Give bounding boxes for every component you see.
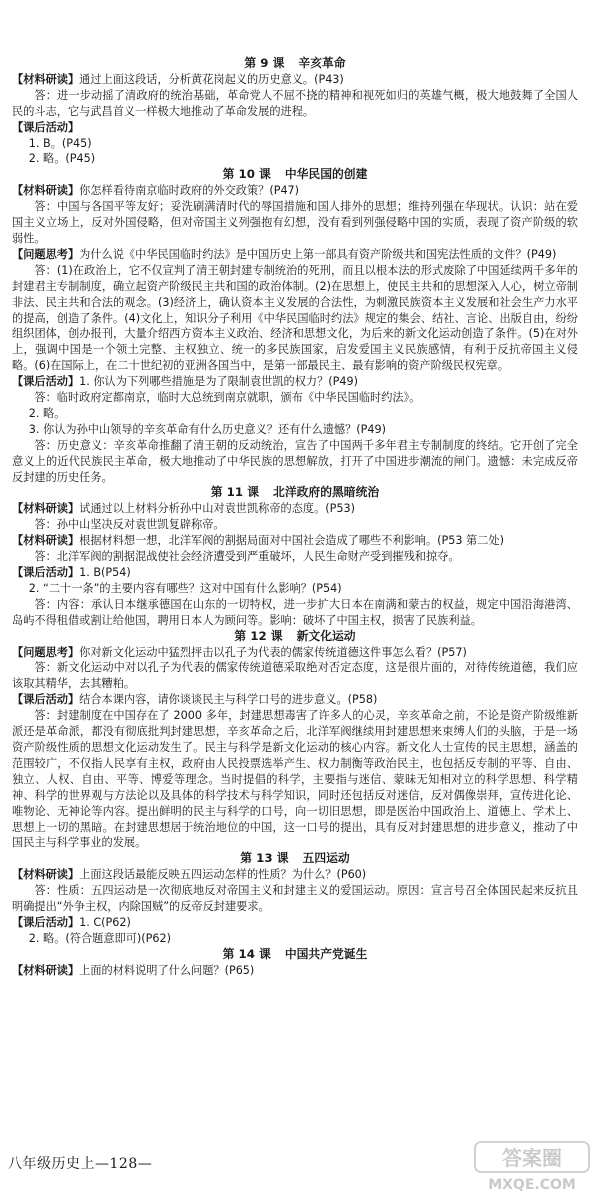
answer-text: 答：封建制度在中国存在了 2000 多年，封建思想毒害了许多人的心灵，辛亥革命之前，不论是资产阶级维新派还是革命派，都没有彻底批判封建思想，辛亥革命之后，北洋军阀继续用封建思想来束缚人们的头脑，于是一场资产阶级性质的思想文化运动发生了。民主与科学是新文化运动的核心内容。新文化人士宣传的民主思想，涵盖的范围较广，不仅指人民享有主权，政府由人民投票选举产生、权力制衡等政治民主，也包括反专制的平等、自由、独立、人权、自由、平等、博爱等理念。当时提倡的科学，主要指与迷信、蒙昧无知相对立的科学思想、科学精神、科学的世界观与方法论以及具体的科学技术与科学知识，同时还包括反对迷信，反对偶像崇拜，宣传进化论、唯物论、无神论等内容。提出鲜明的民主与科学的口号，向一切旧思想，即是医治中国政治上、道德上、学术上、思想上一切的黑暗。在封建思想居于统治地位的中国，这一口号的提出，具有反对封建思想的进步意义，推动了中国民主与科学事业的发展。: [12, 709, 578, 850]
question-text: 通过上面这段话，分析黄花岗起义的历史意义。(P43): [79, 72, 344, 86]
answer-text: 答：内容：承认日本继承德国在山东的一切特权，进一步扩大日本在南满和蒙古的权益，规定中国沿海港湾、岛屿不得租借或割让给他国，聘用日本人为顾问等。影响：破坏了中国主权，损害了民族利益。: [12, 597, 578, 627]
paragraph: [12, 645, 578, 661]
label-activity: 【课后活动】: [12, 566, 80, 579]
question-text: 你对新文化运动中猛烈抨击以孔子为代表的儒家传统道德这件事怎么看？(P57): [79, 645, 467, 659]
paragraph: [12, 565, 578, 581]
answer-text: 2. 略。(P45): [28, 152, 96, 166]
watermark-url: MXQE.COM: [488, 1177, 576, 1193]
lesson-title: 中华民国的创建: [284, 167, 368, 182]
question-text: 你怎样看待南京临时政府的外交政策？(P47): [79, 184, 300, 198]
paragraph: [12, 533, 578, 549]
lesson-title: 新文化运动: [296, 628, 356, 643]
question-text: 结合本课内容，请你谈谈民主与科学口号的进步意义。(P58): [79, 693, 378, 707]
lesson-title: 中国共产党诞生: [284, 946, 368, 961]
lesson-heading-10: [12, 167, 578, 183]
question-text: 根据材料想一想，北洋军阀的割据局面对中国社会造成了哪些不利影响。(P53 第二处): [79, 534, 504, 548]
answer-text: 答：性质：五四运动是一次彻底地反对帝国主义和封建主义的爱国运动。原因：宣言号召全体国民起来反抗且明确提出“外争主权，内除国贼”的反帝反封建要求。: [12, 884, 578, 914]
label-material: 【材料研读】: [12, 963, 80, 977]
label-activity: 【课后活动】: [12, 693, 80, 707]
label-activity: 【课后活动】: [12, 915, 80, 929]
answer-text: 答：新文化运动中对以孔子为代表的儒家传统道德采取绝对否定态度，这是很片面的，对待传统道德，我们应该取其精华，去其糟粕。: [12, 661, 578, 691]
paragraph: [12, 247, 578, 263]
label-material: 【材料研读】: [12, 534, 80, 548]
label-activity: 【课后活动】: [12, 120, 80, 134]
lesson-heading-14: [12, 947, 578, 963]
paragraph: [12, 867, 578, 883]
lesson-number: 第 10 课: [222, 167, 271, 182]
answer-text: 答：中国与各国平等友好；妥洗刷满清时代的辱国措施和国人排外的思想；维持列强在华现状。认识：站在爱国主义立场上，反对外国侵略，但对帝国主义列强抱有幻想，没有看到列强侵略中国的实质，表现了资产阶级的软弱性。: [12, 200, 578, 245]
label-material: 【材料研读】: [12, 868, 80, 882]
answer-text: 1. B。(P45): [28, 136, 92, 150]
lesson-number: 第 11 课: [210, 485, 260, 500]
answer-text: 答：(1)在政治上，它不仅宣判了清王朝封建专制统治的死刑，而且以根本法的形式废除了中国延续两千多年的封建君主专制制度，确立起资产阶级民主共和国的政治体制。(2)在思想上，使民主共和的思想深入人心，树立帝制非法、民主共和合法的观念。(3)经济上，确认资本主义发展的合法性，为刺激民族资本主义发展和社会生产力水平的提高，创造了条件。(4)文化上，知识分子利用《中华民国临时约法》规定的集会、结社、言论、出版自由，纷纷组织团体，创办报刊，大量介绍西方资本主义政治、经济和思想文化，为后来的新文化运动创造了条件。(5)在对外上，强调中国是一个领土完整、主权独立、统一的多民族国家，启发爱国主义民族感情，有利于反抗帝国主义侵略。(6)在国际上，在二十世纪初的亚洲各国当中，是第一部最民主、最有影响的资产阶级民权宪章。: [12, 263, 578, 373]
label-activity: 【课后活动】: [12, 375, 80, 389]
lesson-heading-13: [12, 851, 578, 867]
answer-text: 答：北洋军阀的割据混战使社会经济遭受到严重破坏，人民生命财产受到摧残和掠夺。: [34, 550, 460, 564]
paragraph: [12, 501, 578, 517]
question-text: 上面这段话最能反映五四运动怎样的性质？为什么？(P60): [79, 868, 367, 882]
question-text: 试通过以上材料分析孙中山对袁世凯称帝的态度。(P53): [79, 502, 355, 516]
lesson-title: 北洋政府的黑暗统治: [273, 485, 380, 500]
watermark-logo: [473, 1138, 591, 1194]
question-text: 上面的材料说明了什么问题？(P65): [79, 963, 255, 977]
page-footer: 八年级历史上—128—: [8, 1156, 153, 1172]
lesson-number: 第 9 课: [244, 56, 285, 70]
lesson-number: 第 12 课: [234, 628, 283, 643]
paragraph: [12, 183, 578, 199]
answer-text: 2. 略。(符合题意即可)(P62): [28, 931, 171, 945]
label-material: 【材料研读】: [12, 72, 80, 86]
answer-text: 2. 略。: [28, 406, 66, 420]
answer-content: [12, 56, 578, 979]
answer-text: 答：历史意义：辛亥革命推翻了清王朝的反动统治，宣告了中国两千多年君主专制制度的终结。它开创了完全意义上的近代民族民主革命，极大地推动了中华民族的思想解放，打开了中国进步潮流的闸门。遗憾：未完成反帝反封建的历史任务。: [12, 438, 578, 484]
watermark-icon: [473, 1138, 591, 1194]
lesson-title: 五四运动: [302, 851, 350, 866]
label-question: 【问题思考】: [12, 247, 80, 261]
question-text: 1. 你认为下列哪些措施是为了限制袁世凯的权力？(P49): [79, 375, 359, 389]
answer-text: 答：进一步动摇了清政府的统治基础，革命党人不屈不挠的精神和视死如归的英雄气概，极大地鼓舞了全国人民的斗志，它与武昌首义一样极大地推动了革命发展的进程。: [12, 88, 578, 118]
paragraph: [12, 963, 578, 979]
answer-text: 答：临时政府定都南京，临时大总统到南京就职，颁布《中华民国临时约法》。: [34, 391, 421, 405]
lesson-number: 第 14 课: [222, 946, 271, 961]
lesson-heading-11: [12, 485, 578, 501]
question-text: 3. 你认为孙中山领导的辛亥革命有什么历史意义？还有什么遗憾？(P49): [28, 422, 386, 436]
answer-text: 1. B(P54): [79, 566, 131, 579]
label-line: [12, 120, 578, 136]
lesson-heading-9: [12, 56, 578, 72]
question-text: 为什么说《中华民国临时约法》是中国历史上第一部具有资产阶级共和国宪法性质的文件？(P49): [79, 247, 557, 261]
answer-text: 答：孙中山坚决反对袁世凯复辟称帝。: [34, 518, 225, 532]
question-text: 2. “二十一条”的主要内容有哪些？这对中国有什么影响？(P54): [28, 581, 342, 595]
lesson-number: 第 13 课: [240, 851, 289, 866]
paragraph: [12, 692, 578, 708]
watermark-text: 答案圈: [502, 1146, 562, 1170]
paragraph: [12, 72, 578, 88]
answer-text: 1. C(P62): [79, 915, 131, 929]
paragraph: [12, 915, 578, 931]
paragraph: [12, 374, 578, 390]
label-question: 【问题思考】: [12, 645, 80, 659]
lesson-title: 辛亥革命: [298, 56, 346, 70]
label-material: 【材料研读】: [12, 502, 80, 516]
label-material: 【材料研读】: [12, 184, 80, 198]
lesson-heading-12: [12, 629, 578, 645]
